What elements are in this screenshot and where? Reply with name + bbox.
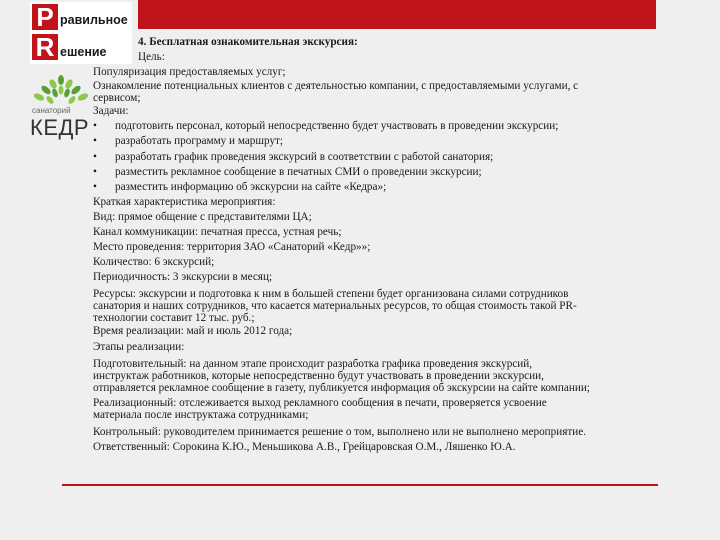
goal-line: сервисом; bbox=[93, 92, 141, 105]
slide-body bbox=[93, 35, 675, 455]
kedr-subtitle: санаторий bbox=[32, 106, 71, 115]
goal-label: Цель: bbox=[138, 51, 165, 64]
task-item: • разместить информацию об экскурсии на сайте «Кедра»; bbox=[93, 180, 675, 195]
stages-label: Этапы реализации: bbox=[93, 340, 185, 353]
bullet: • bbox=[93, 135, 97, 148]
event-location: Место проведения: территория ЗАО «Санаторий «Кедр»»; bbox=[93, 241, 371, 254]
event-count: Количество: 6 экскурсий; bbox=[93, 256, 215, 269]
resources-line: Ресурсы: экскурсии и подготовка к ним в большей степени будет организована силами сотрудников bbox=[93, 288, 569, 301]
goal-line: Ознакомление потенциальных клиентов с деятельностью компании, с предоставляемыми услугами, с bbox=[93, 80, 579, 93]
logo-letter-p: P bbox=[32, 4, 58, 30]
task-item: • разработать график проведения экскурсий в соответствии с работой санатория; bbox=[93, 150, 675, 165]
resources-line: технологии составит 12 тыс. руб.; bbox=[93, 312, 255, 325]
tasks-label: Задачи: bbox=[93, 105, 129, 118]
kedr-name: КЕДР bbox=[30, 115, 90, 140]
logo-word-1: равильное bbox=[60, 13, 128, 27]
event-frequency: Периодичность: 3 экскурсии в месяц; bbox=[93, 271, 273, 284]
logo-word-2: ешение bbox=[60, 45, 107, 59]
bottom-divider bbox=[62, 484, 658, 486]
stage-impl-line: Реализационный: отслеживается выход рекламного сообщения в печати, проверяется усвоение bbox=[93, 396, 547, 409]
stage-prep-line: инструктаж работников, которые непосредственно будут участвовать в проведении экскурсии, bbox=[93, 369, 544, 382]
bullet: • bbox=[93, 150, 97, 163]
bullet: • bbox=[93, 120, 97, 133]
slide-heading: 4. Бесплатная ознакомительная экскурсия: bbox=[138, 36, 358, 48]
stage-prep-line: Подготовительный: на данном этапе происходит разработка графика проведения экскурсий, bbox=[93, 357, 533, 370]
stage-control: Контрольный: руководителем принимается решение о том, выполнено или не выполнено мероприятие. bbox=[93, 425, 587, 438]
kedr-logo bbox=[30, 74, 92, 140]
bullet: • bbox=[93, 165, 97, 178]
bullet: • bbox=[93, 180, 97, 193]
implementation-time: Время реализации: май и июль 2012 года; bbox=[93, 325, 293, 338]
stage-impl-line: материала после инструктажа сотрудниками; bbox=[93, 408, 309, 421]
task-item: • разработать программу и маршрут; bbox=[93, 134, 675, 149]
logo-letter-r: R bbox=[32, 34, 58, 60]
top-accent-bar bbox=[138, 0, 656, 29]
responsible-persons: Ответственный: Сорокина К.Ю., Меньшикова А.В., Грейцаровская О.М., Ляшенко Ю.А. bbox=[93, 440, 516, 453]
goal-line: Популяризация предоставляемых услуг; bbox=[93, 66, 286, 79]
task-item: • разместить рекламное сообщение в печатных СМИ о проведении экскурсии; bbox=[93, 165, 675, 180]
communication-channel: Канал коммуникации: печатная пресса, устная речь; bbox=[93, 226, 342, 239]
tree-leaves-icon bbox=[30, 74, 92, 106]
resources-line: санатория и наших сотрудников, что касается материальных ресурсов, то общая стоимость такой PR- bbox=[93, 300, 577, 313]
event-type: Вид: прямое общение с представителями ЦА; bbox=[93, 210, 312, 223]
event-summary-label: Краткая характеристика мероприятия: bbox=[93, 195, 276, 208]
task-item: • подготовить персонал, который непосредственно будет участвовать в проведении экскурсии; bbox=[93, 119, 675, 134]
stage-prep-line: отправляется рекламное сообщение в газету, публикуется информация об экскурсии на сайте компании; bbox=[93, 381, 590, 394]
